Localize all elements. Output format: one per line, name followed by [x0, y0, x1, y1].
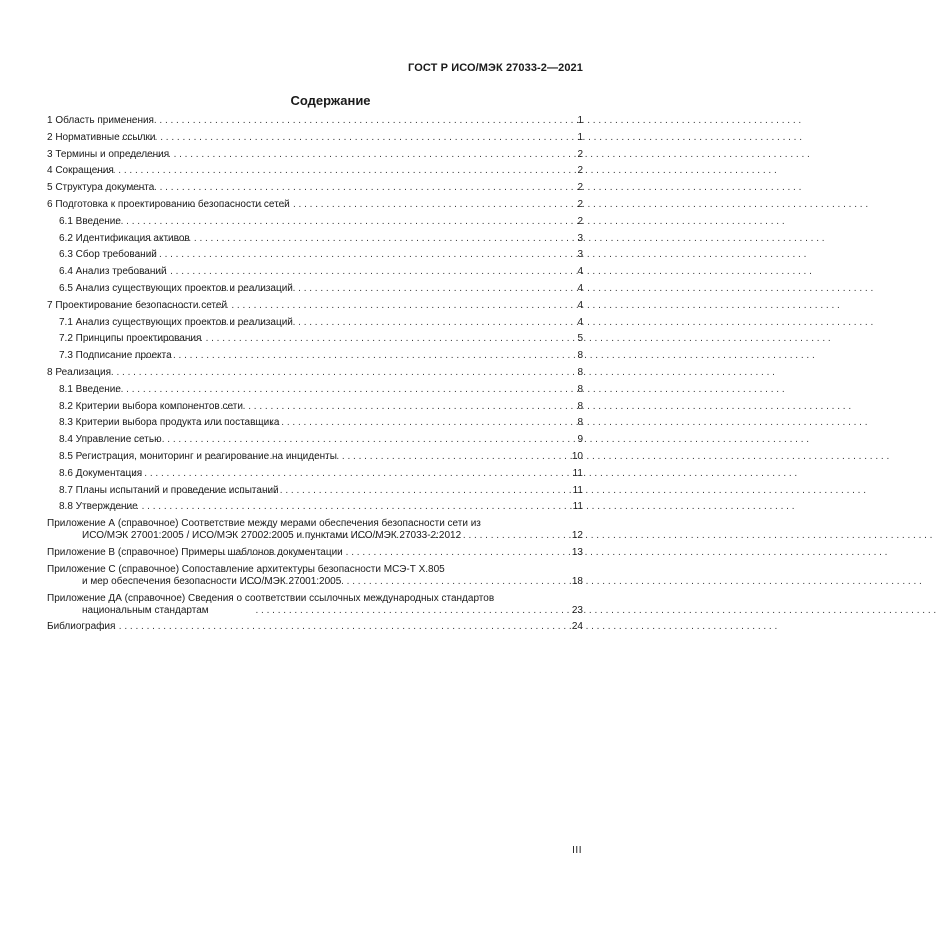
toc-dot-leader: [170, 401, 575, 413]
toc-entry-title-line: и мер обеспечения безопасности ИСО/МЭК 27001:2005: [82, 575, 342, 587]
toc-dot-leader: [187, 417, 576, 429]
toc-entry-page: 3: [577, 232, 583, 244]
toc-dot-leader: [94, 367, 575, 379]
toc-entry-page: 11: [572, 467, 583, 479]
toc-dot-leader: [131, 266, 575, 278]
toc-entry-title-line: 8.1 Введение: [59, 383, 121, 395]
page-number: III: [572, 845, 582, 856]
toc-dot-leader: [104, 384, 576, 396]
toc-entry-title-line: Приложение С (справочное) Сопоставление архитектуры безопасности МСЭ-Т Х.805: [47, 563, 445, 575]
document-header: ГОСТ Р ИСО/МЭК 27033-2—2021: [408, 62, 583, 74]
toc-entry-title: [59, 450, 337, 463]
toc-entry-page: 1: [577, 131, 583, 143]
toc-entry-title: [47, 299, 228, 312]
toc-entry-title-line: 8 Реализация: [47, 366, 111, 378]
toc-entry-title-line: ИСО/МЭК 27001:2005 / ИСО/МЭК 27002:2005 и пунктами ИСО/МЭК 27033-2:2012: [82, 530, 462, 542]
toc-entry-page: 2: [577, 198, 583, 210]
toc-entry-page: 11: [572, 484, 583, 496]
toc-entry[interactable]: [59, 451, 583, 463]
toc-dot-leader: [121, 182, 576, 194]
toc-entry-title: [47, 115, 154, 127]
toc-dot-leader: [117, 468, 571, 480]
toc-entry-page: 8: [577, 383, 583, 395]
toc-entry-title: [59, 215, 121, 228]
toc-entry[interactable]: [59, 333, 583, 345]
toc-entry-page: 23: [571, 604, 583, 616]
toc-entry-title: [59, 249, 157, 261]
toc-entry-title: [59, 266, 167, 278]
toc-entry-page: 4: [577, 282, 583, 294]
toc-entry-title-line: 8.7 Планы испытаний и проведение испытаний: [59, 484, 279, 496]
table-of-contents: [47, 115, 583, 638]
toc-entry-title-line: 7.1 Анализ существующих проектов и реализаций: [59, 316, 293, 328]
toc-entry-page: 4: [577, 266, 583, 278]
toc-entry-page: 5: [577, 333, 583, 345]
toc-dot-leader: [144, 233, 576, 245]
toc-entry-title-line: 3 Термины и определения: [47, 148, 170, 160]
toc-entry-title: [59, 282, 293, 295]
toc-dot-leader: [256, 605, 570, 617]
toc-entry-title-line: 5 Структура документа: [47, 182, 155, 194]
toc-entry-page: 2: [577, 165, 583, 177]
toc-entry[interactable]: [47, 518, 583, 542]
toc-entry[interactable]: [59, 485, 583, 497]
toc-entry[interactable]: [47, 367, 583, 379]
toc-entry[interactable]: [47, 182, 583, 194]
toc-entry-title-line: 8.3 Критерии выбора продукта или поставщика: [59, 417, 280, 429]
toc-dot-leader: [193, 283, 576, 295]
toc-entry-title: [47, 518, 481, 542]
toc-entry[interactable]: [47, 300, 583, 312]
toc-entry-title: [47, 198, 290, 211]
toc-entry-page: 2: [577, 215, 583, 227]
toc-entry-page: 2: [577, 148, 583, 160]
toc-entry[interactable]: [59, 468, 583, 480]
toc-entry[interactable]: [59, 434, 583, 446]
toc-entry-title: [47, 182, 155, 194]
toc-dot-leader: [185, 485, 570, 497]
toc-entry[interactable]: [59, 401, 583, 413]
toc-entry-title-line: национальным стандартам: [82, 604, 209, 616]
page-title: Содержание: [290, 93, 371, 108]
toc-entry-title: [59, 417, 280, 429]
toc-entry-title-line: 7 Проектирование безопасности сетей: [47, 299, 228, 311]
toc-entry-title: [47, 563, 445, 588]
toc-entry-title-line: 8.4 Управление сетью: [59, 434, 162, 446]
toc-dot-leader: [126, 249, 576, 261]
toc-dot-leader: [241, 576, 570, 588]
toc-entry-title-line: Приложение В (справочное) Примеры шаблонов документации: [47, 546, 343, 558]
toc-entry[interactable]: [59, 216, 583, 228]
toc-entry-page: 8: [577, 400, 583, 412]
toc-entry-title: [59, 484, 279, 497]
toc-dot-leader: [129, 149, 575, 161]
toc-entry-title-line: 7.2 Принципы проектирования: [59, 333, 202, 345]
toc-dot-leader: [150, 333, 575, 345]
toc-entry-title: [59, 400, 243, 413]
toc-entry-title-line: 1 Область применения: [47, 115, 154, 126]
toc-dot-leader: [97, 621, 570, 633]
toc-entry[interactable]: [59, 317, 583, 329]
toc-entry-page: 13: [571, 546, 583, 558]
toc-entry-page: 4: [577, 316, 583, 328]
toc-dot-leader: [159, 300, 575, 312]
toc-entry[interactable]: [47, 593, 583, 617]
toc-entry-title-line: 8.2 Критерии выбора компонентов сети: [59, 400, 243, 412]
toc-dot-leader: [121, 132, 575, 144]
toc-entry-title: [59, 501, 138, 513]
toc-entry[interactable]: [59, 384, 583, 396]
toc-entry-title: [59, 333, 202, 345]
toc-entry[interactable]: [59, 266, 583, 278]
toc-dot-leader: [209, 451, 570, 463]
toc-entry-title-line: 6.1 Введение: [59, 215, 121, 227]
toc-entry-page: 3: [577, 249, 583, 261]
toc-entry-title-line: 8.8 Утверждение: [59, 501, 138, 513]
toc-entry-page: 9: [577, 434, 583, 446]
toc-entry-title: [47, 148, 170, 161]
toc-dot-leader: [114, 501, 571, 513]
toc-entry-title-line: 6.3 Сбор требований: [59, 249, 157, 261]
toc-entry-title-line: 8.5 Регистрация, мониторинг и реагирование на инциденты: [59, 450, 337, 462]
toc-entry-page: 1: [577, 115, 583, 126]
toc-entry[interactable]: [47, 149, 583, 161]
toc-entry-title: [47, 621, 116, 633]
toc-entry-title-line: 6 Подготовка к проектированию безопасности сетей: [47, 198, 290, 210]
toc-entry-title: [59, 467, 143, 480]
toc-entry-title: [59, 316, 293, 329]
toc-entry-title-line: 6.2 Идентификация активов: [59, 232, 190, 244]
toc-entry-title-line: Приложение ДА (справочное) Сведения о соответствии ссылочных международных стандартов: [47, 592, 495, 604]
toc-entry-page: 18: [571, 575, 583, 587]
toc-entry-title: [47, 366, 111, 379]
toc-entry[interactable]: [47, 564, 583, 588]
toc-entry[interactable]: [59, 501, 583, 513]
toc-entry-title: [47, 546, 343, 559]
toc-entry[interactable]: [47, 165, 583, 177]
toc-entry-title: [47, 592, 495, 617]
toc-entry[interactable]: [47, 115, 583, 127]
toc-entry-title: [59, 232, 190, 245]
toc-entry-title: [59, 350, 172, 362]
toc-dot-leader: [252, 530, 570, 542]
toc-entry[interactable]: [59, 249, 583, 261]
toc-entry[interactable]: [59, 350, 583, 362]
toc-entry[interactable]: [59, 283, 583, 295]
toc-entry[interactable]: [47, 547, 583, 559]
toc-entry-title-line: 2 Нормативные ссылки: [47, 131, 156, 143]
toc-entry-page: 8: [577, 350, 583, 362]
toc-dot-leader: [187, 199, 575, 211]
toc-entry[interactable]: [47, 132, 583, 144]
toc-dot-leader: [193, 317, 576, 329]
toc-dot-leader: [104, 216, 576, 228]
toc-entry-title-line: 7.3 Подписание проекта: [59, 350, 172, 362]
toc-entry-title: [59, 434, 162, 446]
toc-entry-title-line: 6.4 Анализ требований: [59, 266, 167, 278]
toc-entry-title-line: Библиография: [47, 621, 116, 633]
toc-entry[interactable]: [59, 233, 583, 245]
toc-dot-leader: [120, 115, 575, 127]
toc-entry-page: 2: [577, 182, 583, 194]
toc-dot-leader: [134, 350, 575, 362]
toc-entry-title: [59, 383, 121, 396]
toc-entry-page: 11: [572, 501, 583, 513]
toc-entry-title: [47, 165, 114, 177]
toc-entry-page: 4: [577, 299, 583, 311]
toc-dot-leader: [128, 434, 575, 446]
toc-entry[interactable]: [47, 199, 583, 211]
toc-entry-page: 10: [571, 450, 583, 462]
toc-entry-page: 8: [577, 417, 583, 429]
toc-dot-leader: [96, 165, 575, 177]
toc-entry-page: 24: [571, 621, 583, 633]
toc-entry-title-line: 4 Сокращения: [47, 165, 114, 177]
toc-entry[interactable]: [59, 417, 583, 429]
toc-entry-title-line: Приложение А (справочное) Соответствие между мерами обеспечения безопасности сети из: [47, 518, 481, 530]
toc-entry-title-line: 8.6 Документация: [59, 467, 143, 479]
toc-entry[interactable]: [47, 621, 583, 633]
toc-entry-title: [47, 131, 156, 144]
toc-entry-page: 8: [577, 366, 583, 378]
toc-entry-page: 12: [571, 530, 583, 542]
toc-entry-title-line: 6.5 Анализ существующих проектов и реализаций: [59, 282, 293, 294]
toc-dot-leader: [207, 547, 570, 559]
